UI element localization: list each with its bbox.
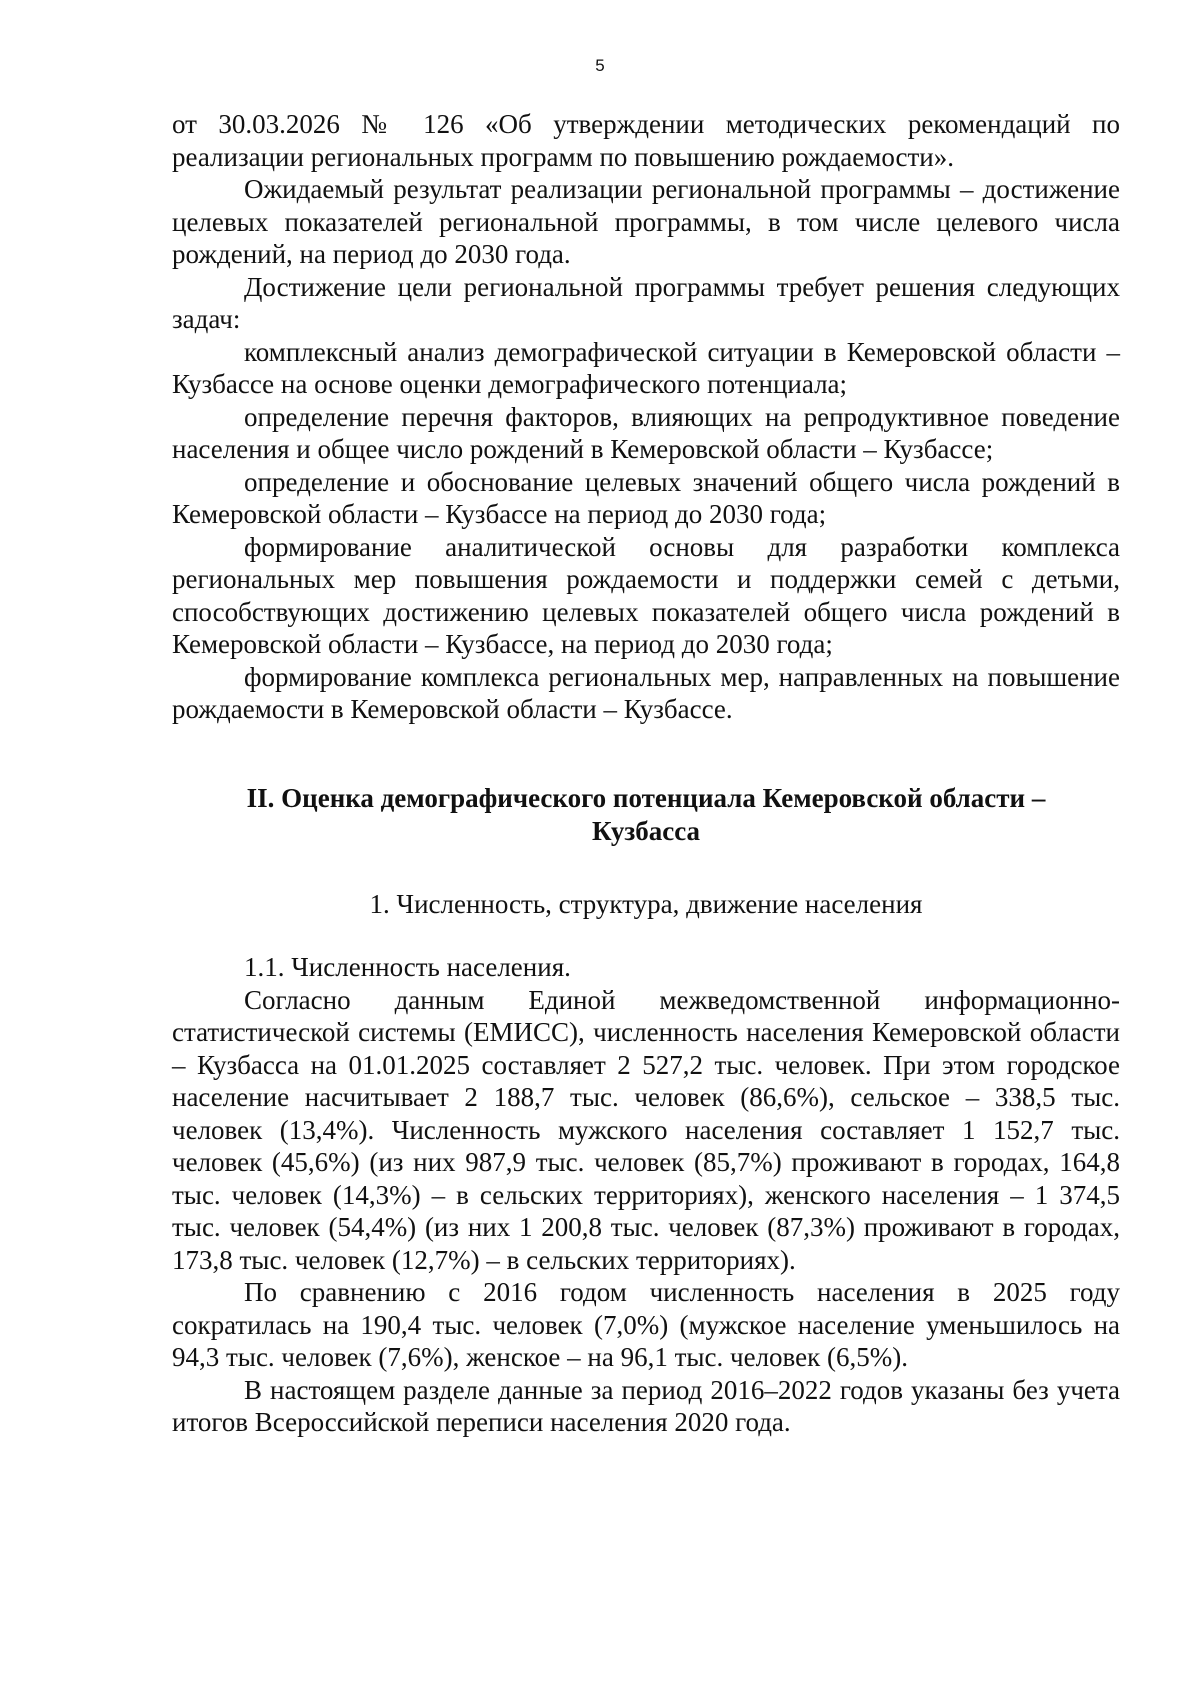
section-heading-line-1: II. Оценка демографического потенциала Кемеровской области – (246, 782, 1046, 813)
section-heading (172, 782, 1120, 848)
task-item-analysis: комплексный анализ демографической ситуации в Кемеровской области – Кузбассе на основе оценки демографического потенциала; (172, 336, 1120, 399)
subsection-heading: 1. Численность, структура, движение населения (369, 888, 923, 919)
page-number: 5 (595, 56, 605, 75)
subsection-title: 1.1. Численность населения. (244, 952, 571, 982)
paragraph-goal-tasks-intro: Достижение цели региональной программы требует решения следующих задач: (172, 271, 1120, 334)
paragraph-expected-result: Ожидаемый результат реализации региональной программы – достижение целевых показателей региональной программы, в том числе целевого числа рождений, на период до 2030 года. (172, 174, 1120, 269)
task-item-target-values: определение и обоснование целевых значений общего числа рождений в Кемеровской области – Кузбассе на период до 2030 года; (172, 466, 1120, 529)
paragraph-population-data: Согласно данным Единой межведомственной информационно-статистической системы (ЕМИСС), численность населения Кемеровской области – Кузбасса на 01.01.2025 составляет 2 527,2 тыс. человек. При этом городское население насчитывает 2 188,7 тыс. человек (86,6%), сельское – 338,5 тыс. человек (13,4%). Численность мужского населения составляет 1 152,7 тыс. человек (45,6%) (из них 987,9 тыс. человек (85,7%) проживают в городах, 164,8 тыс. человек (14,3%) – в сельских территориях), женского населения – 1 374,5 тыс. человек (54,4%) (из них 1 200,8 тыс. человек (87,3%) проживают в городах, 173,8 тыс. человек (12,7%) – в сельских территориях). (172, 984, 1120, 1275)
task-item-factors: определение перечня факторов, влияющих на репродуктивное поведение населения и общее число рождений в Кемеровской области – Кузбассе; (172, 401, 1120, 464)
paragraph-population-change: По сравнению с 2016 годом численность населения в 2025 году сократилась на 190,4 тыс. человек (7,0%) (мужское население уменьшилось на 94,3 тыс. человек (7,6%), женское – на 96,1 тыс. человек (6,5%). (172, 1277, 1120, 1372)
document-body (172, 108, 1120, 1439)
task-item-analytical-basis: формирование аналитической основы для разработки комплекса региональных мер повышения рождаемости и поддержки семей с детьми, способствующих достижению целевых показателей общего числа рождений в Кемеровской области – Кузбассе, на период до 2030 года; (172, 531, 1120, 659)
section-heading-line-2: Кузбасса (591, 815, 701, 846)
paragraph-census-note: В настоящем разделе данные за период 2016–2022 годов указаны без учета итогов Всероссийской переписи населения 2020 года. (172, 1374, 1120, 1437)
task-item-measures: формирование комплекса региональных мер, направленных на повышение рождаемости в Кемеровской области – Кузбассе. (172, 661, 1120, 724)
paragraph-order-reference: от 30.03.2026 № 126 «Об утверждении методических рекомендаций по реализации региональных программ по повышению рождаемости». (172, 109, 1120, 172)
